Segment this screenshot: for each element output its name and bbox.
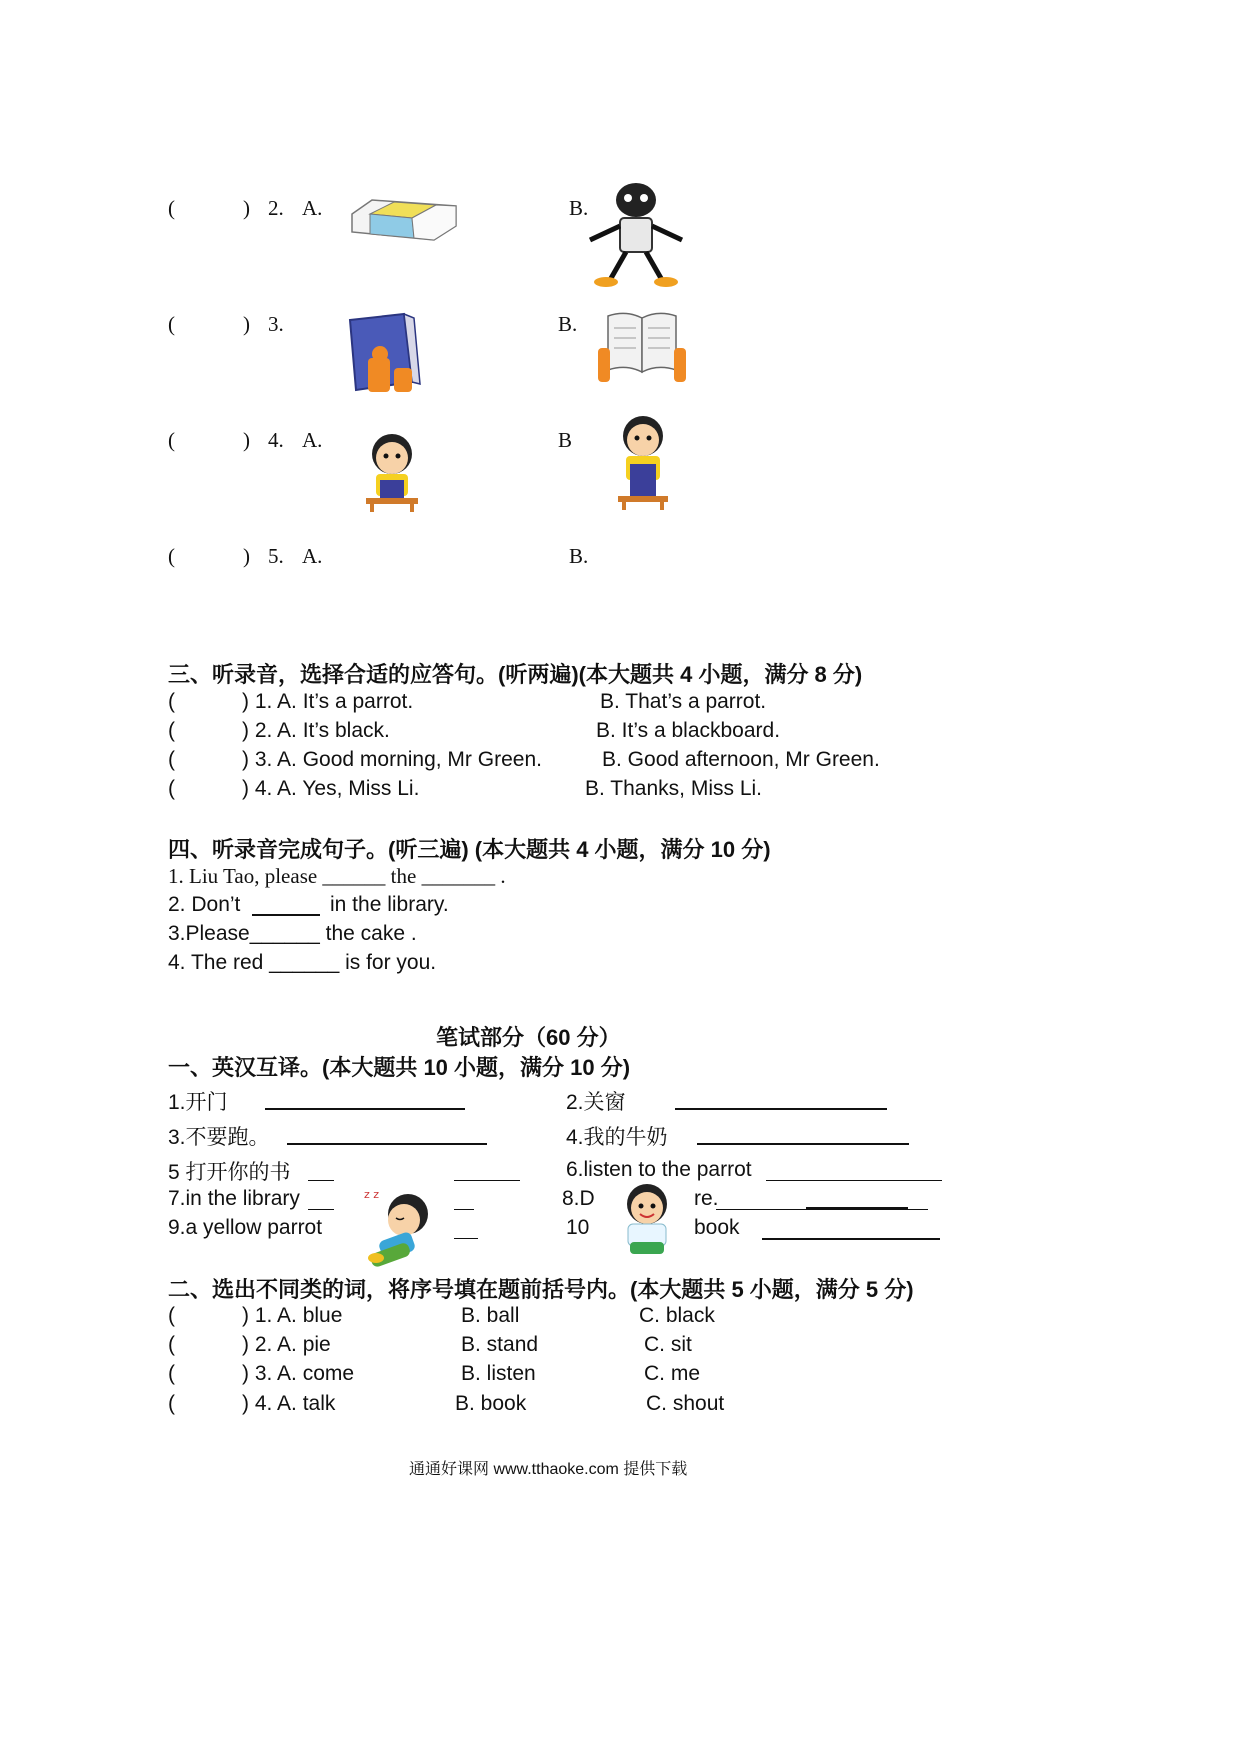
paren-open: ( [168, 1333, 175, 1356]
translation-item-9: 9.a yellow parrot [168, 1216, 323, 1239]
section-3-heading: 三、听录音，选择合适的应答句。(听两遍)(本大题共 4 小题，满分 8 分) [168, 662, 863, 687]
open-book-icon [596, 308, 688, 388]
answer-line [287, 1143, 487, 1145]
question-number: 2. [268, 196, 284, 220]
answer-line [766, 1180, 942, 1181]
translation-item-1: 1.开门 [168, 1091, 228, 1114]
answer-line [675, 1108, 887, 1110]
question-text: ) 1. A. It’s a parrot. [242, 690, 414, 713]
translation-item-2: 2.关窗 [566, 1091, 626, 1114]
closed-book-icon [344, 312, 424, 396]
sentence-4: 4. The red ______ is for you. [168, 951, 437, 974]
option-b-text: B. ball [461, 1304, 520, 1327]
translation-item-6: 6.listen to the parrot [566, 1158, 752, 1181]
paren-open: ( [168, 1304, 175, 1327]
translation-item-10-end: book [694, 1216, 740, 1239]
answer-line [308, 1209, 334, 1210]
answer-line [762, 1238, 940, 1240]
sentence-1: 1. Liu Tao, please ______ the _______ . [168, 864, 506, 888]
question-number: 3. [268, 312, 284, 336]
paren-open: ( [168, 312, 175, 336]
option-a-label: A. [302, 196, 323, 220]
option-b-text: B. It’s a blackboard. [596, 719, 781, 742]
paren-open: ( [168, 777, 175, 800]
translation-item-8-start: 8.D [562, 1187, 595, 1210]
blank-line [252, 914, 320, 916]
answer-line [454, 1238, 478, 1239]
question-text: ) 3. A. come [242, 1362, 355, 1385]
question-text: ) 4. A. Yes, Miss Li. [242, 777, 420, 800]
translation-item-8-end: re. [694, 1187, 719, 1210]
translation-item-10-start: 10 [566, 1216, 590, 1239]
paren-open: ( [168, 690, 175, 713]
paren-close: ) [243, 544, 250, 568]
paren-open: ( [168, 1362, 175, 1385]
paren-open: ( [168, 748, 175, 771]
option-b-text: B. That’s a parrot. [600, 690, 767, 713]
question-text: ) 1. A. blue [242, 1304, 343, 1327]
question-number: 5. [268, 544, 284, 568]
translation-item-7: 7.in the library [168, 1187, 300, 1210]
paren-close: ) [243, 428, 250, 452]
boy-standing-icon [608, 412, 678, 510]
footer-text: 通通好课网 www.tthaoke.com 提供下载 [409, 1461, 688, 1478]
answer-line [308, 1180, 334, 1181]
option-b-text: B. Thanks, Miss Li. [585, 777, 763, 800]
eraser-icon [348, 196, 460, 246]
answer-line [806, 1207, 908, 1209]
boy-sitting-icon [358, 428, 426, 512]
question-number: 4. [268, 428, 284, 452]
question-text: ) 3. A. Good morning, Mr Green. [242, 748, 542, 771]
option-b-text: B. book [455, 1392, 527, 1415]
sentence-2-start: 2. Don’t [168, 893, 241, 916]
translation-item-5: 5 打开你的书 [168, 1161, 291, 1184]
option-b-label: B [558, 428, 573, 452]
answer-line [454, 1180, 520, 1181]
option-c-text: C. black [639, 1304, 715, 1327]
question-text: ) 4. A. talk [242, 1392, 336, 1415]
option-b-label: B. [569, 196, 589, 220]
translation-item-4: 4.我的牛奶 [566, 1126, 668, 1149]
option-b-text: B. Good afternoon, Mr Green. [602, 748, 880, 771]
option-a-label: A. [302, 544, 323, 568]
translation-item-3: 3.不要跑。 [168, 1126, 270, 1149]
sentence-2-end: in the library. [330, 893, 449, 916]
paren-open: ( [168, 196, 175, 220]
paren-open: ( [168, 1392, 175, 1415]
paren-close: ) [243, 312, 250, 336]
answer-line [697, 1143, 909, 1145]
option-b-label: B. [558, 312, 578, 336]
robot-icon [584, 180, 688, 288]
smiling-boy-icon [616, 1180, 678, 1260]
paren-open: ( [168, 544, 175, 568]
question-text: ) 2. A. pie [242, 1333, 331, 1356]
paren-close: ) [243, 196, 250, 220]
option-b-text: B. listen [461, 1362, 536, 1385]
option-b-label: B. [569, 544, 589, 568]
written-part-title: 笔试部分（60 分） [436, 1025, 621, 1050]
option-b-text: B. stand [461, 1333, 539, 1356]
paren-open: ( [168, 719, 175, 742]
paren-open: ( [168, 428, 175, 452]
svg-text:z z: z z [364, 1188, 380, 1201]
sleeping-boy-icon [362, 1184, 436, 1268]
section-4-heading: 四、听录音完成句子。(听三遍) (本大题共 4 小题，满分 10 分) [168, 837, 771, 862]
answer-line [454, 1209, 474, 1210]
option-c-text: C. me [644, 1362, 701, 1385]
answer-line [265, 1108, 465, 1110]
option-c-text: C. sit [644, 1333, 692, 1356]
odd-one-out-heading: 二、选出不同类的词，将序号填在题前括号内。(本大题共 5 小题，满分 5 分) [168, 1277, 914, 1302]
question-text: ) 2. A. It’s black. [242, 719, 390, 742]
option-c-text: C. shout [646, 1392, 725, 1415]
translation-heading: 一、英汉互译。(本大题共 10 小题，满分 10 分) [168, 1055, 631, 1080]
answer-line [716, 1209, 928, 1210]
sentence-3: 3.Please______ the cake . [168, 922, 417, 945]
option-a-label: A. [302, 428, 323, 452]
